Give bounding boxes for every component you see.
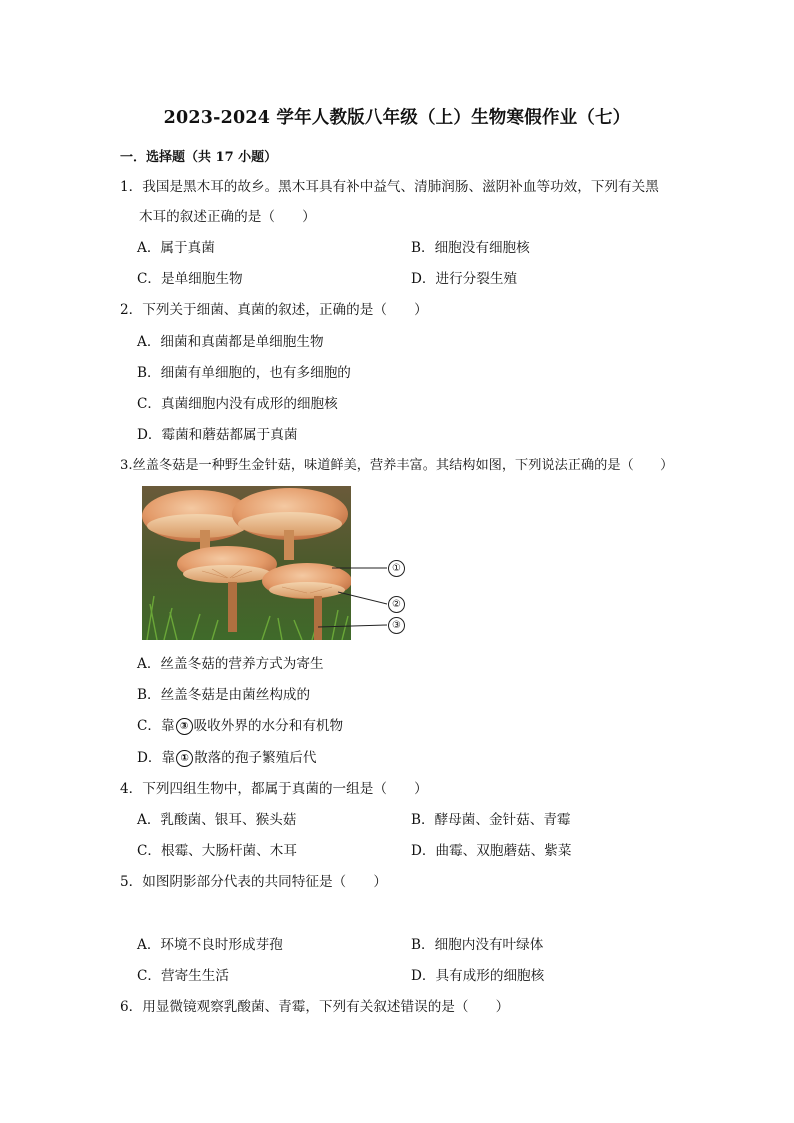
q2-option-c: C．真菌细胞内没有成形的细胞核 — [137, 396, 338, 412]
q2-option-d: D．霉菌和蘑菇都属于真菌 — [137, 427, 298, 443]
q3-option-d-mark: ① — [176, 750, 193, 767]
section-heading: 一．选择题（共 17 小题） — [120, 150, 278, 165]
q5-option-a: A．环境不良时形成芽孢 — [137, 937, 283, 953]
question-6-stem: 6．用显微镜观察乳酸菌、青霉，下列有关叙述错误的是（ ） — [120, 999, 510, 1015]
q4-option-b: B．酵母菌、金针菇、青霉 — [411, 812, 571, 828]
q3-option-c-mark: ③ — [176, 718, 193, 735]
q5-option-b: B．细胞内没有叶绿体 — [411, 937, 544, 953]
q3-option-d — [137, 749, 316, 767]
q1-option-c: C．是单细胞生物 — [137, 271, 243, 287]
question-4-stem: 4．下列四组生物中，都属于真菌的一组是（ ） — [120, 781, 428, 797]
q4-option-c: C．根霉、大肠杆菌、木耳 — [137, 843, 297, 859]
page-title: 2023-2024 学年人教版八年级（上）生物寒假作业（七） — [163, 108, 631, 128]
q4-option-d: D．曲霉、双胞蘑菇、紫菜 — [411, 843, 572, 859]
label-2: ② — [388, 596, 405, 613]
question-3-stem: 3.丝盖冬菇是一种野生金针菇，味道鲜美，营养丰富。其结构如图，下列说法正确的是（ ） — [120, 458, 674, 473]
q3-option-d-prefix: D．靠 — [137, 750, 176, 766]
q1-option-b: B．细胞没有细胞核 — [411, 240, 530, 256]
q3-option-c-suffix: 吸收外界的水分和有机物 — [193, 718, 344, 734]
question-5-stem: 5．如图阴影部分代表的共同特征是（ ） — [120, 874, 387, 890]
q3-option-a: A．丝盖冬菇的营养方式为寄生 — [137, 656, 324, 672]
label-1: ① — [388, 560, 405, 577]
question-1-stem-cont: 木耳的叙述正确的是（ ） — [139, 209, 316, 225]
question-2-stem: 2．下列关于细菌、真菌的叙述，正确的是（ ） — [120, 302, 428, 318]
mushroom-photo — [142, 486, 351, 640]
q3-option-c-prefix: C．靠 — [137, 718, 175, 734]
q5-option-d: D．具有成形的细胞核 — [411, 968, 545, 984]
question-1-stem: 1．我国是黑木耳的故乡。黑木耳具有补中益气、清肺润肠、滋阴补血等功效，下列有关黑 — [120, 179, 659, 195]
q3-option-d-suffix: 散落的孢子繁殖后代 — [194, 750, 317, 766]
q3-option-c — [137, 717, 343, 735]
q3-option-b: B．丝盖冬菇是由菌丝构成的 — [137, 687, 311, 703]
label-3: ③ — [388, 617, 405, 634]
q4-option-a: A．乳酸菌、银耳、猴头菇 — [137, 812, 297, 828]
q1-option-d: D．进行分裂生殖 — [411, 271, 518, 287]
q2-option-a: A．细菌和真菌都是单细胞生物 — [137, 334, 324, 350]
q2-option-b: B．细菌有单细胞的，也有多细胞的 — [137, 365, 351, 381]
q1-option-a: A．属于真菌 — [137, 240, 215, 256]
q5-option-c: C．营寄生生活 — [137, 968, 229, 984]
